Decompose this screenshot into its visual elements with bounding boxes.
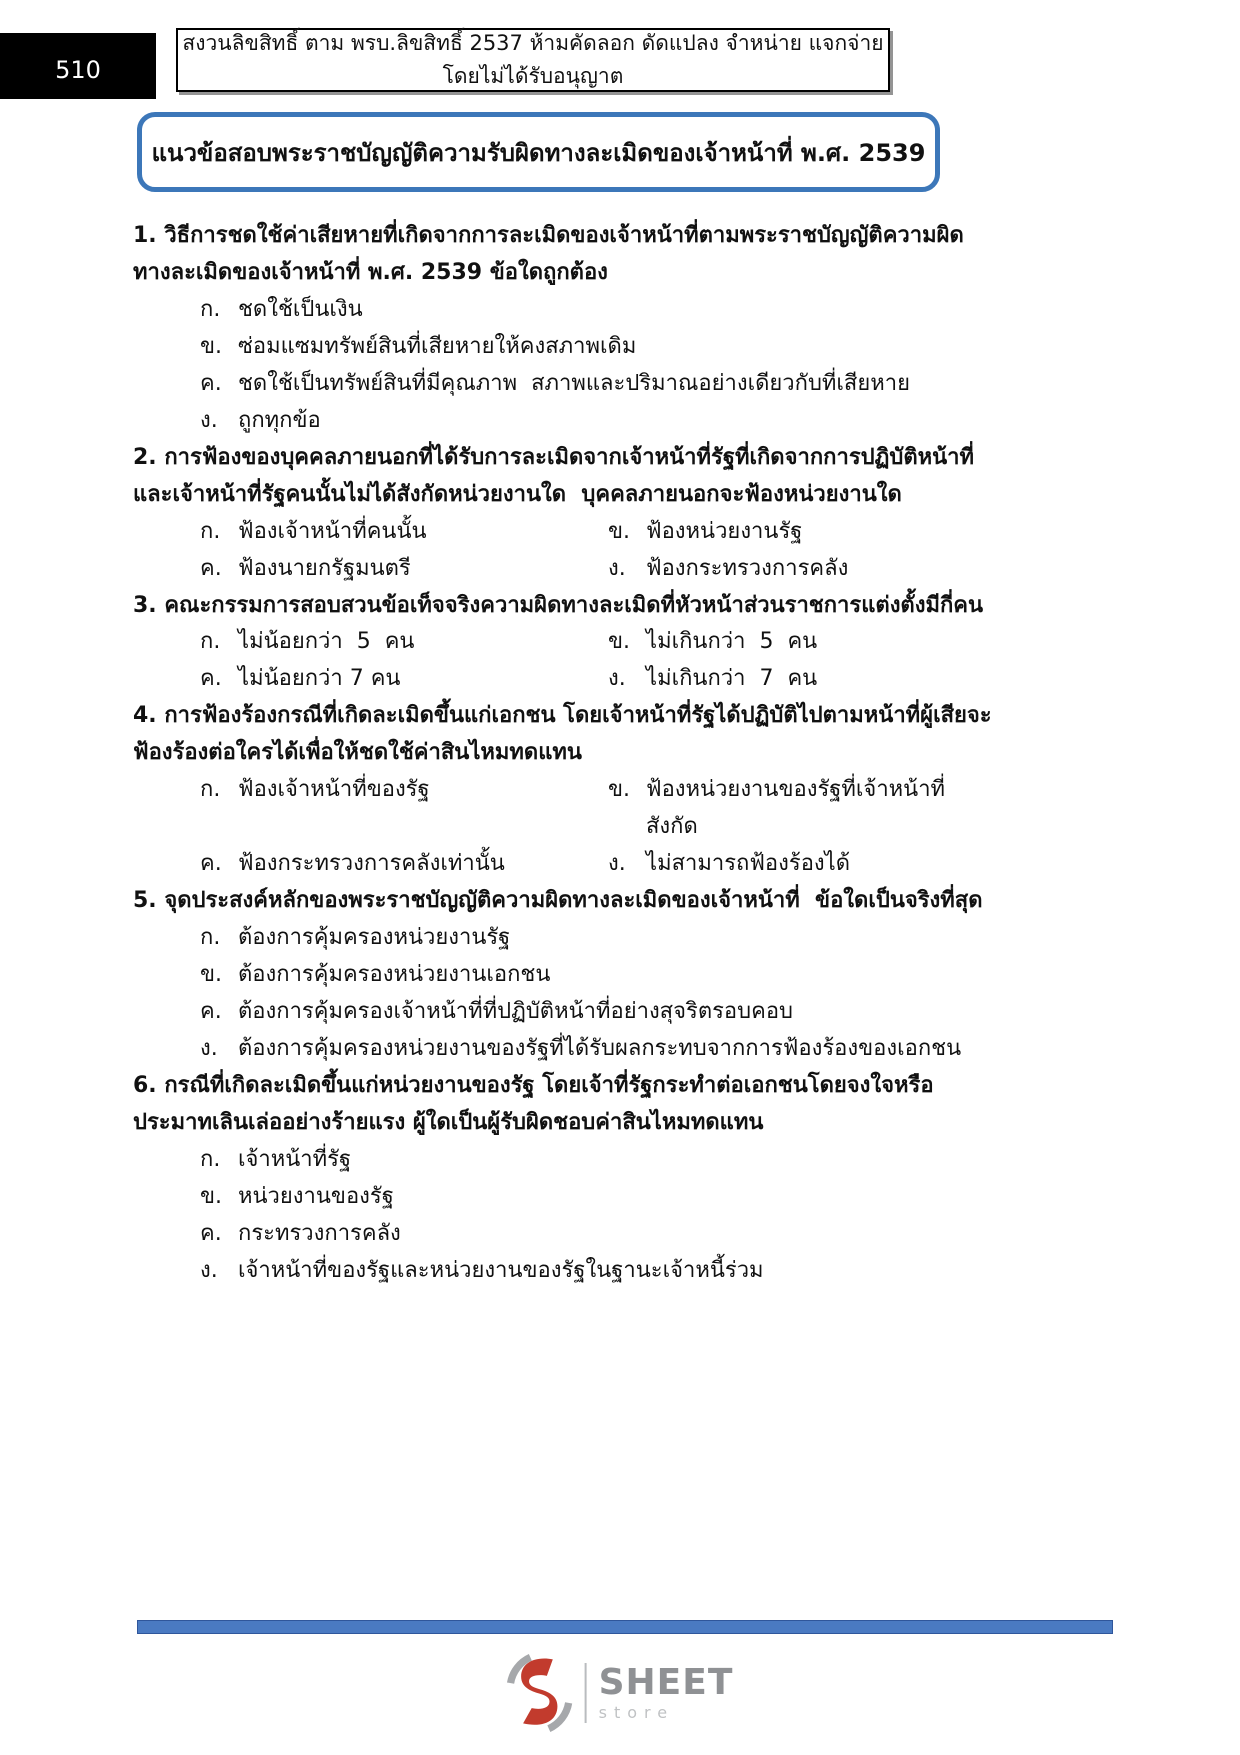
choice-text: ฟ้องเจ้าหน้าที่ของรัฐ — [238, 777, 430, 803]
choice — [563, 624, 993, 661]
choice-label: ค. — [200, 1220, 222, 1246]
choice-label: ข. — [608, 777, 631, 803]
question-block — [133, 218, 993, 440]
choice-label: ง. — [608, 851, 626, 877]
choice-text: ฟ้องกระทรวงการคลัง — [646, 555, 849, 581]
choice-label: ค. — [200, 999, 222, 1025]
question-text — [133, 883, 993, 920]
choice — [563, 772, 993, 846]
choice-text: ไม่เกินกว่า 5 คน — [646, 629, 818, 655]
question-block — [133, 440, 993, 588]
sheet-store-s-icon — [507, 1652, 573, 1734]
choice-label: ข. — [608, 629, 631, 655]
choice — [133, 624, 563, 661]
choice-label: ค. — [200, 555, 222, 581]
choice — [563, 661, 993, 698]
choice-text: ต้องการคุ้มครองหน่วยงานรัฐ — [238, 925, 511, 951]
choice-label: ง. — [608, 666, 626, 692]
logo-divider — [585, 1663, 587, 1723]
choice-text: ต้องการคุ้มครองหน่วยงานเอกชน — [238, 962, 551, 988]
choice-text: ฟ้องนายกรัฐมนตรี — [238, 555, 411, 581]
choice — [133, 514, 563, 551]
choice-label: ข. — [200, 1183, 223, 1209]
choice-text: ฟ้องเจ้าหน้าที่คนนั้น — [238, 518, 427, 544]
choice-text: ไม่น้อยกว่า 5 คน — [238, 629, 415, 655]
question-text — [133, 588, 993, 625]
page-number-box — [0, 33, 156, 99]
choice — [133, 1253, 993, 1290]
question-text — [133, 218, 993, 292]
question-text — [133, 440, 993, 514]
choice-label: ก. — [200, 777, 221, 803]
choice-text: เจ้าหน้าที่รัฐ — [238, 1146, 352, 1172]
choices — [133, 920, 993, 1068]
choice — [563, 846, 993, 883]
copyright-notice: สงวนลิขสิทธิ์ ตาม พรบ.ลิขสิทธิ์ 2537 ห้ามคัดลอก ดัดแปลง จำหน่าย แจกจ่าย โดยไม่ได้รับอนุญาต — [182, 31, 884, 88]
choices — [133, 1142, 993, 1290]
choice — [133, 366, 993, 403]
choice-label: ข. — [200, 333, 223, 359]
choice-text: ฟ้องหน่วยงานรัฐ — [646, 518, 803, 544]
choice-text: ไม่เกินกว่า 7 คน — [646, 666, 818, 692]
choice — [563, 514, 993, 551]
choice-text: หน่วยงานของรัฐ — [238, 1183, 394, 1209]
choice-label: ก. — [200, 1146, 221, 1172]
choice-text: ไม่น้อยกว่า 7 คน — [238, 666, 401, 692]
question-body: กรณีที่เกิดละเมิดขึ้นแก่หน่วยงานของรัฐ โดยเจ้าที่รัฐกระทำต่อเอกชนโดยจงใจหรือประมาทเลินเล่ออย่างร้ายแรง ผู้ใดเป็นผู้รับผิดชอบค่าสินไหมทดแทน — [133, 1072, 934, 1135]
copyright-notice-box — [176, 28, 890, 92]
question-body: การฟ้องร้องกรณีที่เกิดละเมิดขึ้นแก่เอกชน โดยเจ้าหน้าที่รัฐได้ปฏิบัติไปตามหน้าที่ผู้เสียจะฟ้องร้องต่อใครได้เพื่อให้ชดใช้ค่าสินไหมทดแทน — [133, 703, 992, 766]
choice-text: ชดใช้เป็นทรัพย์สินที่มีคุณภาพ สภาพและปริมาณอย่างเดียวกับที่เสียหาย — [238, 370, 910, 396]
choice — [133, 1179, 993, 1216]
choice-text: ต้องการคุ้มครองเจ้าหน้าที่ที่ปฏิบัติหน้าที่อย่างสุจริตรอบคอบ — [238, 999, 793, 1025]
choice-label: ข. — [200, 962, 223, 988]
question-number: 1. — [133, 223, 165, 248]
choice-label: ก. — [200, 629, 221, 655]
choice-label: ง. — [200, 407, 218, 433]
choice — [133, 957, 993, 994]
choice — [133, 329, 993, 366]
choice — [133, 551, 563, 588]
question-body: จุดประสงค์หลักของพระราชบัญญัติความผิดทางละเมิดของเจ้าหน้าที่ ข้อใดเป็นจริงที่สุด — [164, 888, 983, 914]
choice-text: ซ่อมแซมทรัพย์สินที่เสียหายให้คงสภาพเดิม — [238, 333, 637, 359]
logo-subtitle: store — [598, 1703, 675, 1722]
question-block — [133, 883, 993, 1068]
choice — [133, 772, 563, 846]
choice — [133, 661, 563, 698]
choice-label: ข. — [608, 518, 631, 544]
choice — [133, 994, 993, 1031]
choices — [133, 772, 993, 883]
logo-text — [598, 1662, 734, 1722]
exam-title-box — [137, 112, 940, 192]
question-block — [133, 588, 993, 699]
choice — [133, 1031, 993, 1068]
choice-text: ไม่สามารถฟ้องร้องได้ — [646, 851, 850, 877]
question-number: 4. — [133, 703, 165, 729]
choice — [133, 846, 563, 883]
choice — [133, 292, 993, 329]
choice-label: ก. — [200, 518, 221, 544]
question-number: 5. — [133, 888, 165, 914]
question-number: 2. — [133, 444, 165, 470]
question-text — [133, 1068, 993, 1142]
choice-label: ค. — [200, 851, 222, 877]
choice-label: ง. — [200, 1035, 218, 1061]
choice — [133, 1216, 993, 1253]
choice-text: ชดใช้เป็นเงิน — [238, 296, 363, 322]
choice-text: กระทรวงการคลัง — [238, 1220, 401, 1246]
choice-text: ฟ้องหน่วยงานของรัฐที่เจ้าหน้าที่สังกัด — [646, 777, 946, 840]
choice-label: ง. — [200, 1257, 218, 1283]
question-body: คณะกรรมการสอบสวนข้อเท็จจริงความผิดทางละเมิดที่หัวหน้าส่วนราชการแต่งตั้งมีกี่คน — [164, 592, 984, 618]
choice — [133, 1142, 993, 1179]
question-text — [133, 698, 993, 772]
sheet-store-logo — [507, 1652, 734, 1734]
exam-title: แนวข้อสอบพระราชบัญญัติความรับผิดทางละเมิดของเจ้าหน้าที่ พ.ศ. 2539 — [151, 138, 926, 167]
choice-label: ก. — [200, 296, 221, 322]
page-number: 510 — [55, 56, 101, 84]
choice-label: ง. — [608, 555, 626, 581]
question-body: การฟ้องของบุคคลภายนอกที่ได้รับการละเมิดจากเจ้าหน้าที่รัฐที่เกิดจากการปฏิบัติหน้าที่และเจ้าหน้าที่รัฐคนนั้นไม่ได้สังกัดหน่วยงานใด บุคคลภายนอกจะฟ้องหน่วยงานใด — [133, 444, 975, 507]
question-number: 3. — [133, 592, 165, 618]
choices — [133, 514, 993, 588]
choices — [133, 624, 993, 698]
question-block — [133, 1068, 993, 1290]
choice-label: ค. — [200, 666, 222, 692]
questions-list — [133, 218, 993, 1290]
question-number: 6. — [133, 1072, 165, 1098]
choice-text: ต้องการคุ้มครองหน่วยงานของรัฐที่ได้รับผลกระทบจากการฟ้องร้องของเอกชน — [238, 1035, 962, 1061]
question-body: วิธีการชดใช้ค่าเสียหายที่เกิดจากการละเมิดของเจ้าหน้าที่ตามพระราชบัญญัติความผิดทางละเมิดของเจ้าหน้าที่ พ.ศ. 2539 ข้อใดถูกต้อง — [133, 223, 964, 285]
choice-text: ถูกทุกข้อ — [238, 407, 321, 433]
choices — [133, 292, 993, 440]
logo-title: SHEET — [598, 1662, 734, 1703]
choice — [133, 403, 993, 440]
choice-text: เจ้าหน้าที่ของรัฐและหน่วยงานของรัฐในฐานะเจ้าหนี้ร่วม — [238, 1257, 764, 1283]
footer-divider — [137, 1620, 1113, 1634]
choice — [563, 551, 993, 588]
question-block — [133, 698, 993, 883]
choice-text: ฟ้องกระทรวงการคลังเท่านั้น — [238, 851, 505, 877]
choice — [133, 920, 993, 957]
choice-label: ก. — [200, 925, 221, 951]
choice-label: ค. — [200, 370, 222, 396]
